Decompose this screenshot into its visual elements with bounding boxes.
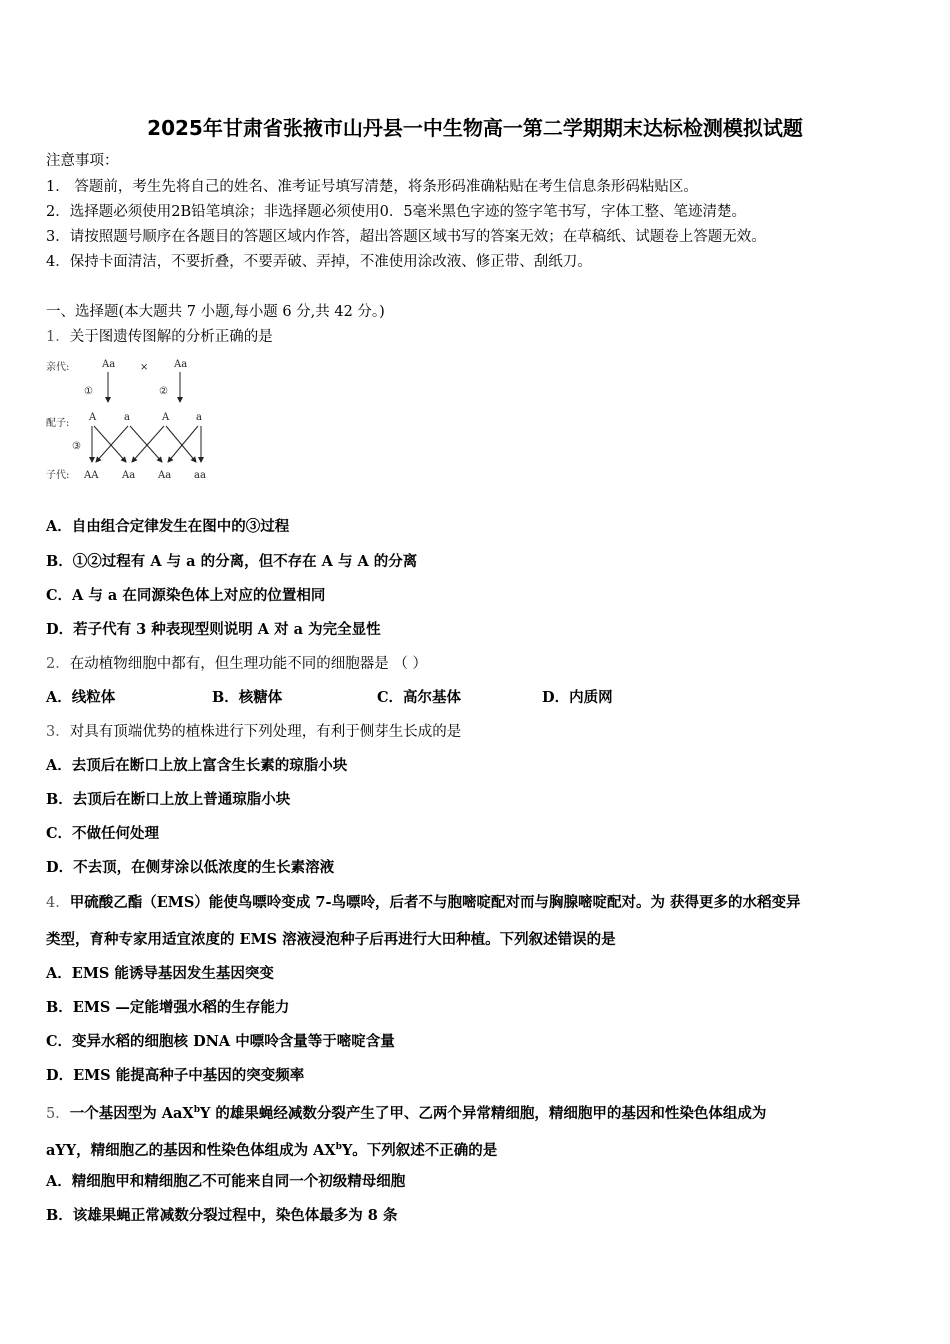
option-label: A． — [46, 965, 72, 982]
option-text: ①②过程有 A 与 a 的分离，但不存在 A 与 A 的分离 — [72, 553, 418, 570]
notice-item: 3．请按照题号顺序在各题目的答题区域内作答，超出答题区域书写的答案无效；在草稿纸、试题卷上答题无效。 — [46, 229, 766, 245]
option-b — [46, 552, 417, 572]
row-label-gametes: 配子: — [46, 418, 70, 429]
row-label-offspring: 子代: — [46, 470, 70, 481]
option-label: C． — [46, 587, 73, 604]
question-number: 2． — [46, 656, 70, 672]
question-text: Y 的雄果蝇经减数分裂产生了甲、乙两个异常精细胞，精细胞甲的基因和性染色体组成为 — [199, 1104, 767, 1122]
arrow-line — [132, 426, 164, 462]
genetic-cross-diagram — [44, 350, 219, 490]
question-text: 关于图遗传图解的分析正确的是 — [69, 329, 273, 345]
option-text: 变异水稻的细胞核 DNA 中嘌呤含量等于嘧啶含量 — [72, 1033, 395, 1050]
question-text: 在动植物细胞中都有，但生理功能不同的细胞器是 （ ） — [69, 656, 427, 672]
option-a — [46, 1172, 405, 1192]
option-text: 去顶后在断口上放上普通琼脂小块 — [72, 791, 291, 808]
option-b — [46, 998, 289, 1018]
arrow-line — [94, 426, 126, 462]
question-number: 1． — [46, 329, 70, 345]
question-number: 4． — [46, 895, 70, 911]
option-text: 去顶后在断口上放上富含生长素的琼脂小块 — [71, 757, 348, 774]
option-text: 高尔基体 — [403, 689, 462, 706]
option-text: 不做任何处理 — [72, 825, 160, 842]
superscript: b — [193, 1105, 200, 1115]
option-text: 线粒体 — [71, 689, 116, 706]
option-a — [46, 688, 212, 708]
parent-genotype: Aa — [174, 359, 188, 370]
option-c — [377, 688, 542, 708]
question-2-stem — [46, 654, 427, 674]
notice-item: 2．选择题必须使用2B铅笔填涂；非选择题必须使用0．5毫米黑色字迹的签字笔书写，字体工整、笔迹清楚。 — [46, 204, 747, 220]
step-marker-3: ③ — [72, 441, 81, 452]
option-text: 不去顶，在侧芽涂以低浓度的生长素溶液 — [73, 859, 335, 876]
option-text: 精细胞甲和精细胞乙不可能来自同一个初级精母细胞 — [71, 1173, 406, 1190]
question-2-options — [46, 688, 613, 708]
question-number: 3． — [46, 724, 70, 740]
option-text: EMS 能诱导基因发生基因突变 — [71, 965, 274, 982]
question-4-stem-line-1 — [46, 893, 801, 913]
option-b — [46, 790, 290, 810]
arrow-line — [168, 426, 198, 462]
question-5-stem-line-2 — [46, 1137, 497, 1161]
option-d — [542, 688, 613, 708]
offspring-genotype: aa — [194, 470, 206, 481]
parent-genotype: Aa — [102, 359, 116, 370]
option-label: D． — [46, 621, 74, 638]
option-label: B． — [46, 999, 73, 1016]
option-text: 自由组合定律发生在图中的③过程 — [71, 518, 290, 535]
notice-item: 1． 答题前，考生先将自己的姓名、准考证号填写清楚，将条形码准确粘贴在考生信息条形码粘贴区。 — [46, 179, 698, 195]
option-a — [46, 517, 289, 537]
option-text: 核糖体 — [238, 689, 283, 706]
option-label: D． — [46, 859, 74, 876]
row-label-parents: 亲代: — [46, 362, 70, 373]
question-text: aYY，精细胞乙的基因和性染色体组成为 AX — [46, 1141, 336, 1159]
offspring-genotype: Aa — [158, 470, 172, 481]
cross-symbol: × — [140, 362, 149, 373]
option-b — [212, 688, 377, 708]
option-label: B． — [46, 1207, 73, 1224]
question-text: 对具有顶端优势的植株进行下列处理，有利于侧芽生长成的是 — [69, 724, 462, 740]
option-label: A． — [46, 689, 72, 706]
gamete: a — [196, 412, 202, 423]
option-text: 若子代有 3 种表现型则说明 A 对 a 为完全显性 — [73, 621, 381, 638]
option-a — [46, 964, 274, 984]
arrow-line — [166, 426, 196, 462]
question-text: 一个基因型为 AaX — [69, 1104, 194, 1122]
option-label: B． — [46, 791, 73, 808]
notice-heading: 注意事项： — [46, 153, 119, 169]
option-d — [46, 858, 334, 878]
question-5-stem-line-1 — [46, 1100, 766, 1124]
page-title: 2025年甘肃省张掖市山丹县一中生物高一第二学期期末达标检测模拟试题 — [147, 116, 803, 140]
question-text: Y。下列叙述不正确的是 — [341, 1141, 498, 1159]
option-text: EMS 能提高种子中基因的突变频率 — [73, 1067, 305, 1084]
question-text: 甲硫酸乙酯（EMS）能使鸟嘌呤变成 7-鸟嘌呤，后者不与胞嘧啶配对而与胸腺嘧啶配对。为 获得更多的水稻变异 — [69, 894, 801, 911]
arrow-line — [130, 426, 162, 462]
option-text: 内质网 — [569, 689, 613, 706]
option-c — [46, 824, 159, 844]
offspring-genotype: AA — [84, 470, 99, 481]
option-label: D． — [46, 1067, 74, 1084]
option-label: B． — [212, 689, 239, 706]
option-b — [46, 1206, 397, 1226]
option-c — [46, 1032, 395, 1052]
offspring-genotype: Aa — [122, 470, 136, 481]
step-marker-2: ② — [159, 386, 168, 397]
option-d — [46, 1066, 304, 1086]
question-4-stem-line-2: 类型，育种专家用适宜浓度的 EMS 溶液浸泡种子后再进行大田种植。下列叙述错误的是 — [46, 931, 616, 948]
question-number: 5． — [46, 1105, 70, 1122]
option-text: A 与 a 在同源染色体上对应的位置相同 — [72, 587, 326, 604]
option-label: C． — [46, 1033, 73, 1050]
option-label: C． — [377, 689, 404, 706]
arrow-line — [96, 426, 128, 462]
gamete: a — [124, 412, 130, 423]
option-label: A． — [46, 757, 72, 774]
option-label: A． — [46, 518, 72, 535]
option-a — [46, 756, 347, 776]
option-label: A． — [46, 1173, 72, 1190]
step-marker-1: ① — [84, 386, 93, 397]
question-3-stem — [46, 722, 461, 742]
superscript: b — [335, 1142, 342, 1152]
option-d — [46, 620, 381, 640]
option-label: B． — [46, 553, 73, 570]
notice-item: 4．保持卡面清洁，不要折叠，不要弄破、弄掉，不准使用涂改液、修正带、刮纸刀。 — [46, 254, 592, 270]
option-label: D． — [542, 689, 570, 706]
section-heading: 一、选择题(本大题共 7 小题,每小题 6 分,共 42 分。) — [46, 304, 385, 320]
option-label: C． — [46, 825, 73, 842]
option-text: 该雄果蝇正常减数分裂过程中，染色体最多为 8 条 — [72, 1207, 398, 1224]
question-1-stem — [46, 327, 273, 347]
option-c — [46, 586, 325, 606]
gamete: A — [89, 412, 97, 423]
option-text: EMS —定能增强水稻的生存能力 — [72, 999, 290, 1016]
gamete: A — [162, 412, 170, 423]
